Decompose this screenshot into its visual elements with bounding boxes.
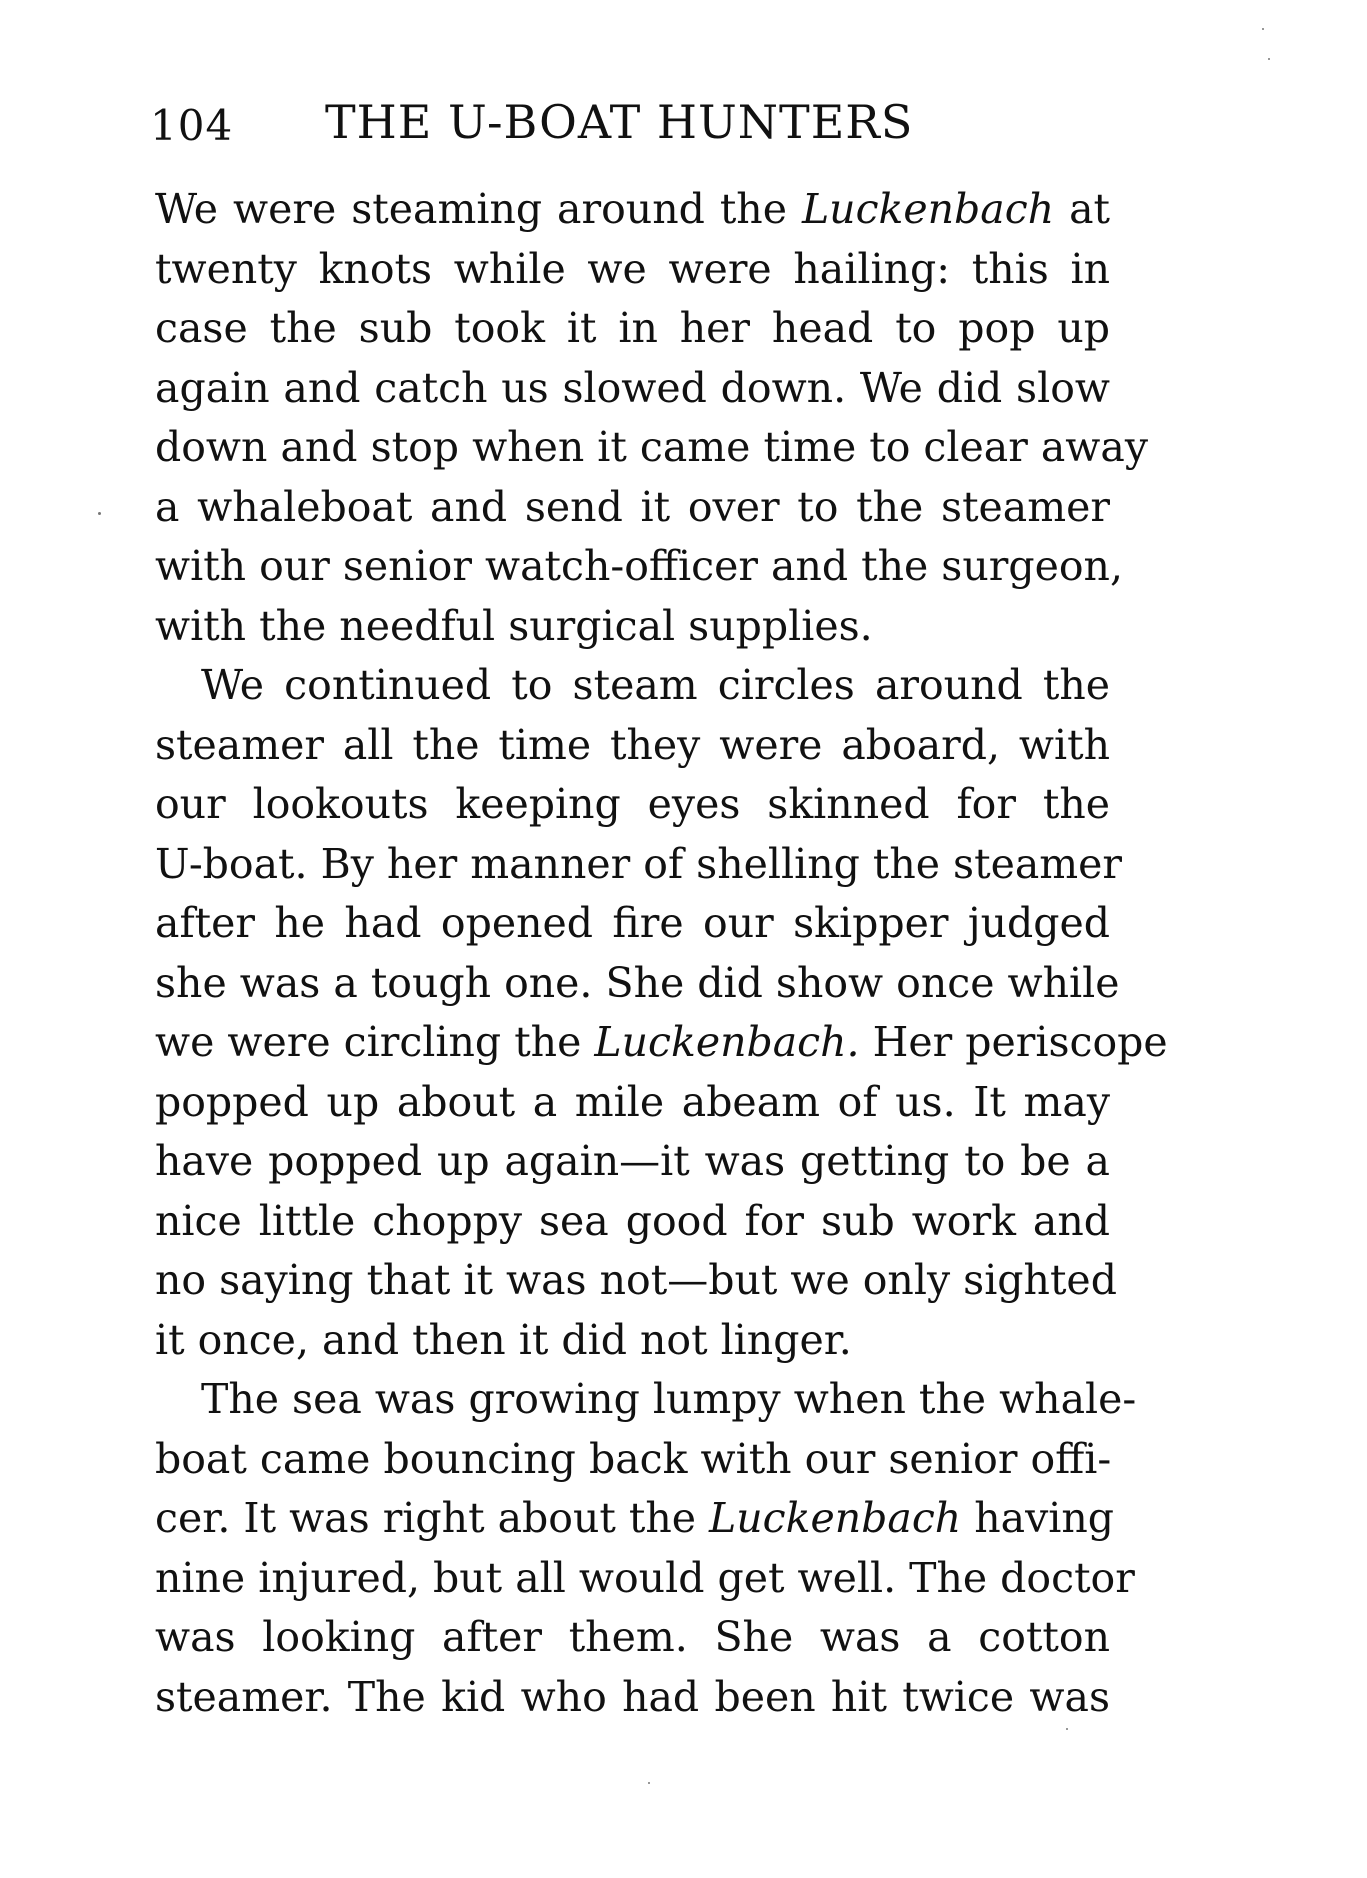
text-line: cer. It was right about the Luckenbach having: [155, 1494, 1115, 1542]
text-line: case the sub took it in her head to pop up: [155, 304, 1110, 352]
scan-speck: [1268, 58, 1270, 60]
text-line: she was a tough one. She did show once while: [155, 958, 1120, 1007]
text-line: We continued to steam circles around the: [201, 661, 1110, 709]
text-line: The sea was growing lumpy when the whale-: [201, 1375, 1137, 1423]
text-line: twenty knots while we were hailing: this in: [155, 244, 1110, 293]
text-line: We were steaming around the Luckenbach at: [155, 185, 1110, 233]
text-line: with our senior watch-officer and the surgeon,: [155, 542, 1123, 590]
page-number: 104: [150, 101, 234, 150]
text-line: popped up about a mile abeam of us. It may: [155, 1077, 1110, 1126]
text-line: boat came bouncing back with our senior offi-: [155, 1434, 1112, 1483]
ship-name: Luckenbach: [801, 185, 1055, 233]
text-line: was looking after them. She was a cotton: [155, 1613, 1110, 1661]
scan-speck: [648, 1782, 650, 1784]
text-line: U-boat. By her manner of shelling the steamer: [155, 839, 1123, 888]
text-line: our lookouts keeping eyes skinned for the: [155, 780, 1110, 828]
scan-speck: [1066, 1728, 1068, 1730]
body-text: [155, 180, 1168, 1727]
text-line: again and catch us slowed down. We did slow: [155, 363, 1110, 412]
ship-name: Luckenbach: [709, 1494, 962, 1542]
text-line: steamer. The kid who had been hit twice was: [155, 1672, 1110, 1721]
running-title: THE U-BOAT HUNTERS: [325, 95, 914, 149]
text-line: a whaleboat and send it over to the steamer: [155, 482, 1110, 531]
text-line: steamer all the time they were aboard, with: [155, 720, 1110, 769]
text-line: down and stop when it came time to clear away: [155, 423, 1148, 471]
text-line: have popped up again—it was getting to be a: [155, 1137, 1110, 1185]
text-line: we were circling the Luckenbach. Her periscope: [155, 1018, 1168, 1066]
scan-speck: [98, 512, 101, 515]
text-line: no saying that it was not—but we only sighted: [155, 1256, 1117, 1304]
text-line: with the needful surgical supplies.: [155, 601, 873, 650]
text-line: after he had opened fire our skipper judged: [155, 899, 1110, 947]
ship-name: Luckenbach.: [594, 1018, 860, 1066]
text-line: nine injured, but all would get well. The doctor: [155, 1553, 1135, 1602]
text-line: it once, and then it did not linger.: [155, 1315, 852, 1364]
scan-speck: [1262, 28, 1264, 30]
text-line: nice little choppy sea good for sub work and: [155, 1196, 1110, 1245]
page-header: [150, 92, 1110, 152]
